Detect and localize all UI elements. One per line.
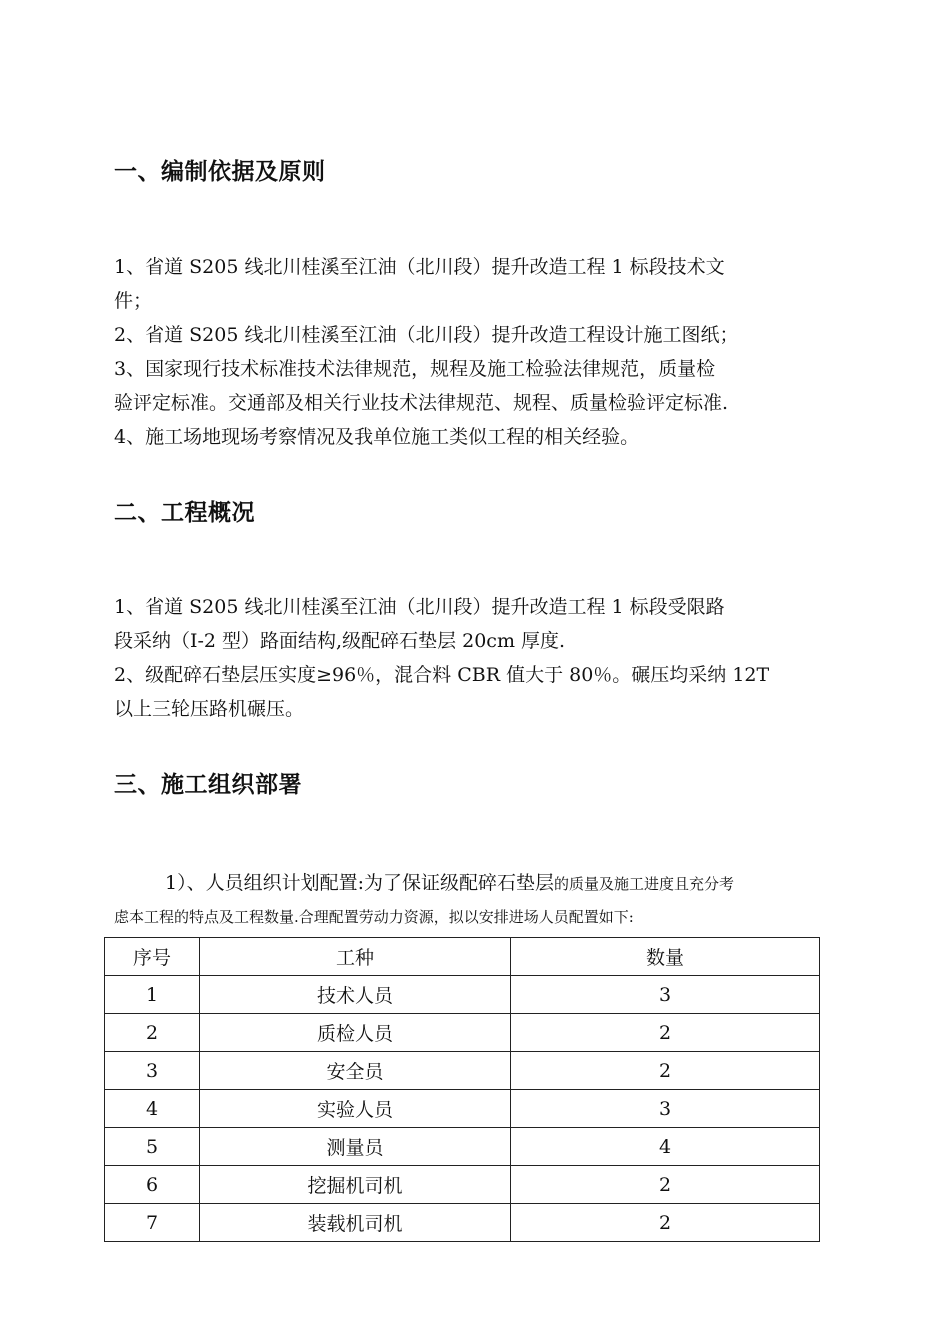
header-quantity: 数量 (511, 938, 820, 976)
cell-quantity: 2 (511, 1204, 820, 1242)
table-row (105, 1014, 820, 1052)
cell-job-type: 质检人员 (200, 1014, 511, 1052)
cell-index: 7 (105, 1204, 200, 1242)
cell-job-type: 测量员 (200, 1128, 511, 1166)
cell-quantity: 2 (511, 1052, 820, 1090)
paragraph-line: 以上三轮压路机碾压。 (114, 698, 305, 720)
paragraph-line: 段采纳（I-2 型）路面结构,级配碎石垫层 20cm 厚度. (114, 630, 566, 652)
paragraph-line: 1、省道 S205 线北川桂溪至江油（北川段）提升改造工程 1 标段受限路 (114, 596, 725, 618)
section-heading-overview: 二、工程概况 (114, 500, 255, 526)
paragraph-line: 件； (114, 290, 153, 312)
cell-quantity: 3 (511, 1090, 820, 1128)
cell-index: 3 (105, 1052, 200, 1090)
paragraph-line: 1、省道 S205 线北川桂溪至江油（北川段）提升改造工程 1 标段技术文 (114, 256, 725, 278)
cell-job-type: 实验人员 (200, 1090, 511, 1128)
table-row (105, 1128, 820, 1166)
paragraph-line: 验评定标准。交通部及相关行业技术法律规范、规程、质量检验评定标准. (114, 392, 729, 414)
table-row (105, 1090, 820, 1128)
header-index: 序号 (105, 938, 200, 976)
table-row (105, 1166, 820, 1204)
cell-index: 1 (105, 976, 200, 1014)
cell-quantity: 2 (511, 1166, 820, 1204)
intro-small-text: 的质量及施工进度且充分考 (554, 875, 735, 893)
header-job-type: 工种 (200, 938, 511, 976)
intro-large-text: 1）、人员组织计划配置:为了保证级配碎石垫层 (165, 872, 554, 894)
paragraph-line: 4、施工场地现场考察情况及我单位施工类似工程的相关经验。 (114, 426, 640, 448)
paragraph-line: 2、省道 S205 线北川桂溪至江油（北川段）提升改造工程设计施工图纸； (114, 324, 739, 346)
section-basis-body (114, 250, 844, 454)
staffing-table (104, 937, 820, 1242)
cell-index: 2 (105, 1014, 200, 1052)
cell-job-type: 安全员 (200, 1052, 511, 1090)
table-row (105, 1204, 820, 1242)
cell-job-type: 挖掘机司机 (200, 1166, 511, 1204)
section-heading-basis: 一、编制依据及原则 (114, 159, 326, 185)
table-row (105, 1052, 820, 1090)
section-overview-body (114, 590, 844, 726)
cell-index: 4 (105, 1090, 200, 1128)
cell-quantity: 4 (511, 1128, 820, 1166)
section-heading-organization: 三、施工组织部署 (114, 772, 302, 798)
staffing-intro-line2: 虑本工程的特点及工程数量.合理配置劳动力资源，拟以安排进场人员配置如下: (114, 908, 634, 926)
staffing-intro-line1 (165, 868, 734, 895)
cell-job-type: 装载机司机 (200, 1204, 511, 1242)
cell-index: 6 (105, 1166, 200, 1204)
cell-quantity: 2 (511, 1014, 820, 1052)
cell-index: 5 (105, 1128, 200, 1166)
table-row (105, 976, 820, 1014)
cell-quantity: 3 (511, 976, 820, 1014)
paragraph-line: 2、级配碎石垫层压实度≥96％，混合料 CBR 值大于 80％。碾压均采纳 12T (114, 664, 770, 686)
cell-job-type: 技术人员 (200, 976, 511, 1014)
paragraph-line: 3、国家现行技术标准技术法律规范，规程及施工检验法律规范，质量检 (114, 358, 716, 380)
table-header-row (105, 938, 820, 976)
